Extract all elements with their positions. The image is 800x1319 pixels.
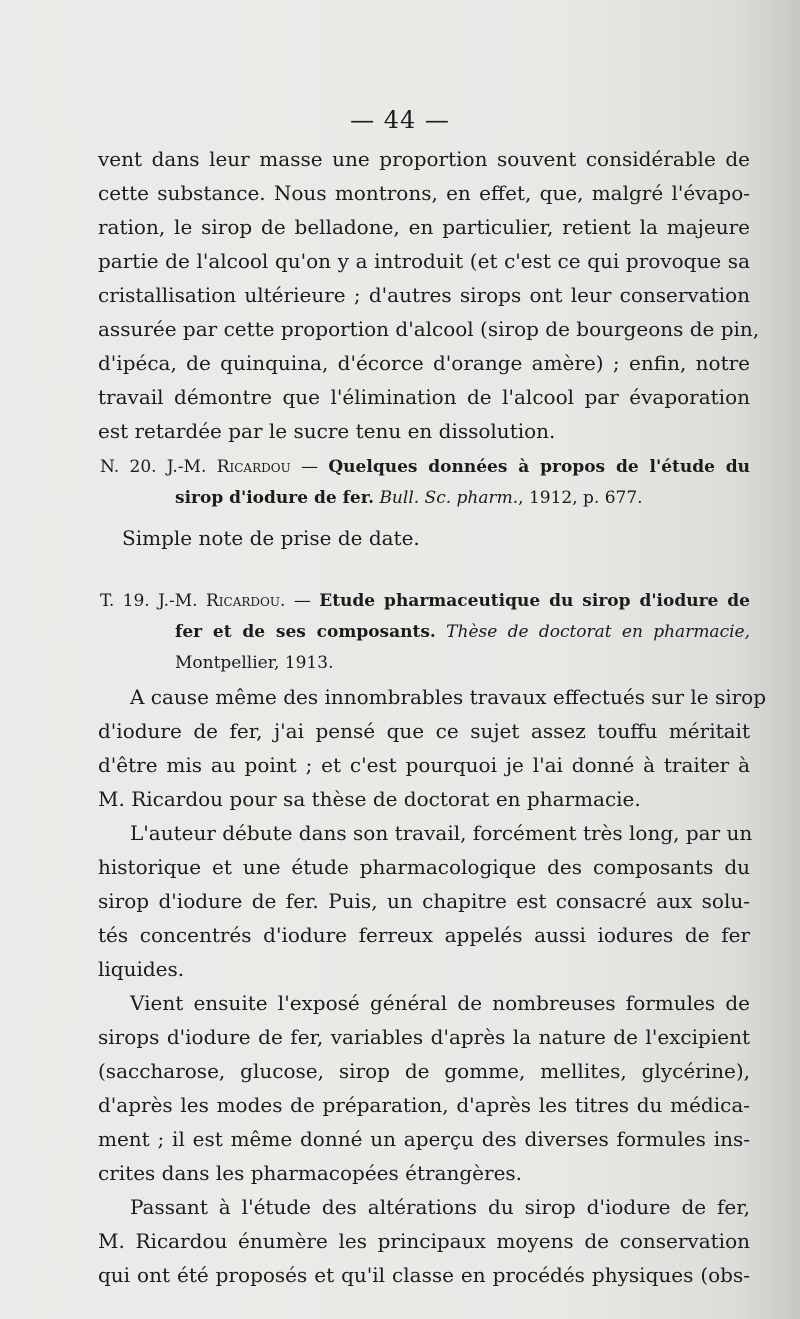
reference-dash: — [301, 457, 319, 477]
paragraph-2 [98, 680, 767, 816]
text-line: Vient ensuite l'exposé général de nombreuses formules de [130, 991, 750, 1015]
text-line: sirops d'iodure de fer, variables d'après la nature de l'excipient [98, 1025, 750, 1049]
reference-number: N. 20. J.-M. [100, 457, 207, 477]
page-number: — 44 — [350, 106, 450, 134]
text-line: d'iodure de fer, j'ai pensé que ce sujet assez touffu méritait [98, 719, 750, 743]
text-line: cette substance. Nous montrons, en effet, que, malgré l'évapo- [98, 181, 750, 205]
reference-dash: — [293, 591, 311, 611]
text-line: ment ; il est même donné un aperçu des diverses formules ins- [98, 1127, 750, 1151]
text-line: d'être mis au point ; et c'est pourquoi je l'ai donné à traiter à [98, 753, 750, 777]
paragraph-5 [98, 1190, 750, 1292]
text-line: L'auteur débute dans son travail, forcément très long, par un [130, 821, 753, 845]
reference-journal: Bull. Sc. pharm. [379, 488, 519, 508]
text-line: (saccharose, glucose, sirop de gomme, mellites, glycérine), [98, 1059, 750, 1083]
reference-author: Ricardou. [206, 591, 286, 611]
text-line: liquides. [98, 957, 185, 981]
reference-title-cont: fer et de ses composants. [175, 622, 436, 642]
paragraph-3 [98, 816, 753, 986]
paragraph-4 [98, 986, 750, 1190]
text-line: cristallisation ultérieure ; d'autres sirops ont leur conservation [98, 283, 750, 307]
text-line: tés concentrés d'iodure ferreux appelés aussi iodures de fer [98, 923, 750, 947]
reference-entry-t19 [100, 586, 750, 679]
text-line: est retardée par le sucre tenu en dissolution. [98, 419, 556, 443]
text-line: crites dans les pharmacopées étrangères. [98, 1161, 523, 1185]
text-line: d'ipéca, de quinquina, d'écorce d'orange amère) ; enfin, notre [98, 351, 750, 375]
reference-entry-n20 [100, 452, 750, 514]
text-line: M. Ricardou énumère les principaux moyens de conservation [98, 1229, 750, 1253]
reference-title: Quelques données à propos de l'étude du [328, 457, 751, 477]
text-line: qui ont été proposés et qu'il classe en procédés physiques (obs- [98, 1263, 750, 1287]
reference-title: Etude pharmaceutique du sirop d'iodure de [319, 591, 750, 611]
text-line: partie de l'alcool qu'on y a introduit (et c'est ce qui provoque sa [98, 249, 750, 273]
text-line: historique et une étude pharmacologique des composants du [98, 855, 750, 879]
text-line: vent dans leur masse une proportion souvent considérable de [98, 147, 750, 171]
text-line: sirop d'iodure de fer. Puis, un chapitre est consacré aux solu- [98, 889, 750, 913]
paragraph-intro [98, 142, 760, 448]
text-line: travail démontre que l'élimination de l'alcool par évaporation [98, 385, 750, 409]
reference-number: T. 19. J.-M. [100, 591, 198, 611]
text-line: Passant à l'étude des altérations du sirop d'iodure de fer, [130, 1195, 750, 1219]
text-line: ration, le sirop de belladone, en particulier, retient la majeure [98, 215, 750, 239]
text-line: d'après les modes de préparation, d'après les titres du médica- [98, 1093, 750, 1117]
reference-thesis: Thèse de doctorat en pharmacie, [446, 622, 750, 642]
text-line: M. Ricardou pour sa thèse de doctorat en pharmacie. [98, 787, 641, 811]
reference-title-cont: sirop d'iodure de fer. [175, 488, 375, 508]
note-text: Simple note de prise de date. [122, 526, 420, 550]
text-line: A cause même des innombrables travaux effectués sur le sirop [130, 685, 767, 709]
reference-details: , 1912, p. 677. [518, 488, 643, 508]
reference-author: Ricardou [216, 457, 291, 477]
reference-place: Montpellier, 1913. [175, 653, 334, 673]
text-line: assurée par cette proportion d'alcool (sirop de bourgeons de pin, [98, 317, 760, 341]
